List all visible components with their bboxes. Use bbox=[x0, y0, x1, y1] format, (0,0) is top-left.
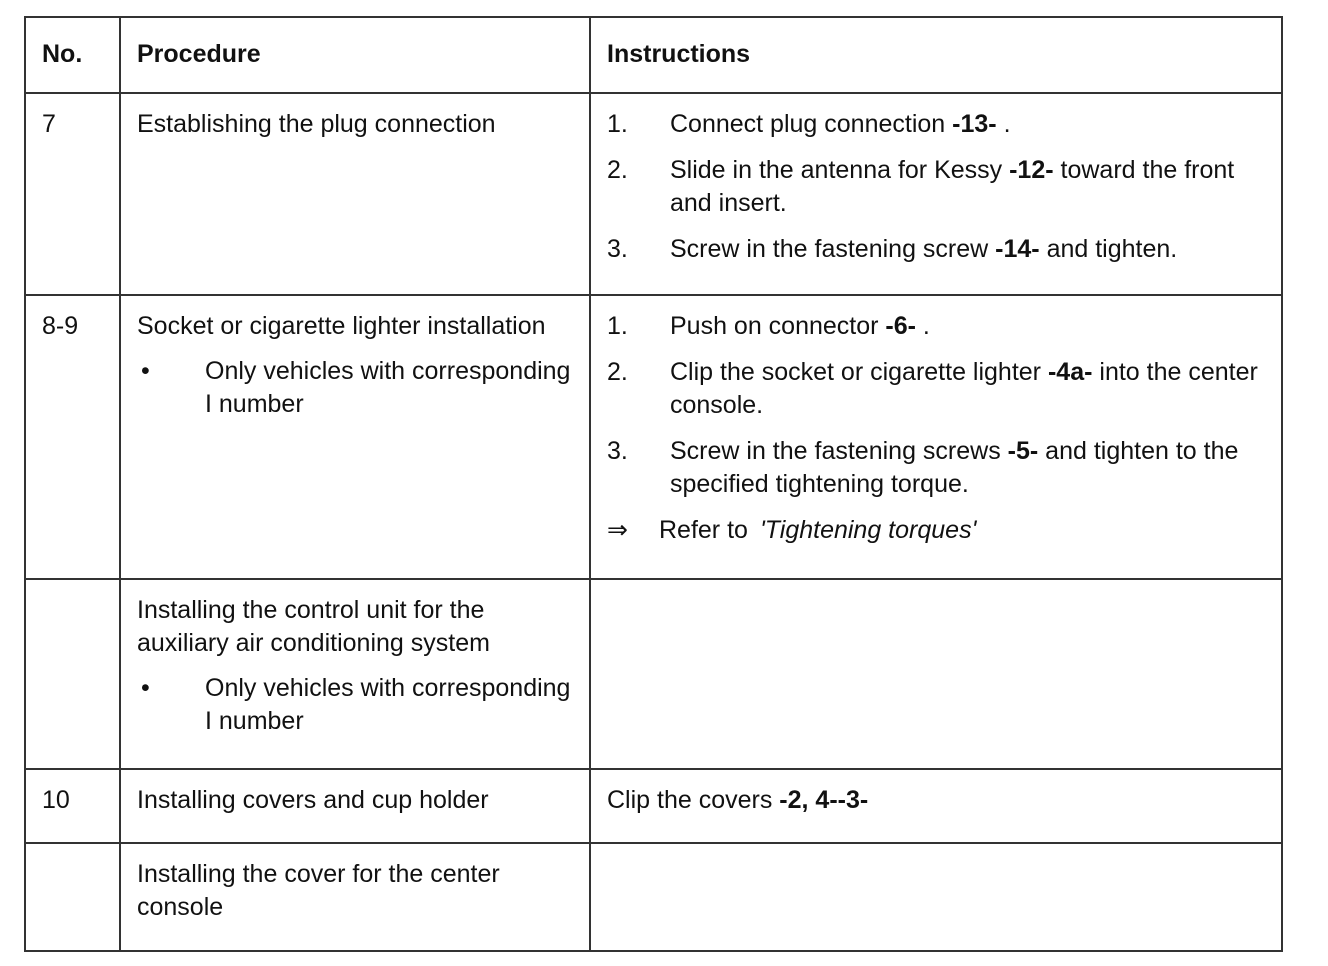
row-number: 8-9 bbox=[25, 295, 120, 579]
table-row bbox=[25, 93, 1282, 295]
instruction-step bbox=[607, 154, 1267, 220]
step-text: Slide in the antenna for Kessy -12- toward the front and insert. bbox=[670, 156, 1235, 217]
step-number: 2. bbox=[607, 156, 628, 184]
row-number: 7 bbox=[25, 93, 120, 295]
row-number: 10 bbox=[25, 769, 120, 843]
part-ref: -12- bbox=[1009, 156, 1054, 184]
step-number: 1. bbox=[607, 110, 628, 138]
table-header-row bbox=[25, 17, 1282, 93]
part-ref: -13- bbox=[952, 110, 997, 138]
header-instructions: Instructions bbox=[590, 17, 1282, 93]
step-number: 1. bbox=[607, 312, 628, 340]
table-row bbox=[25, 843, 1282, 951]
procedure-table bbox=[24, 16, 1283, 952]
row-number bbox=[25, 843, 120, 951]
step-number: 3. bbox=[607, 437, 628, 465]
procedure-text: Socket or cigarette lighter installation bbox=[137, 312, 546, 340]
bullet-note bbox=[137, 355, 575, 421]
bullet-icon: • bbox=[141, 674, 150, 702]
bullet-text: Only vehicles with corresponding I number bbox=[205, 674, 571, 735]
instructions-cell bbox=[590, 295, 1282, 579]
step-text: Connect plug connection -13- . bbox=[670, 110, 1011, 138]
part-ref: -2, 4--3- bbox=[779, 786, 869, 814]
header-procedure: Procedure bbox=[120, 17, 590, 93]
part-ref: -14- bbox=[995, 235, 1040, 263]
tightening-torques-link[interactable]: 'Tightening torques' bbox=[759, 516, 977, 544]
procedure-cell bbox=[120, 295, 590, 579]
procedure-text: Installing the cover for the center console bbox=[120, 843, 590, 951]
instructions-cell bbox=[590, 843, 1282, 951]
step-number: 2. bbox=[607, 358, 628, 386]
procedure-text: Installing the control unit for the auxiliary air conditioning system bbox=[137, 596, 490, 657]
cross-reference bbox=[607, 514, 1267, 547]
instruction-step bbox=[607, 435, 1267, 501]
table-row bbox=[25, 769, 1282, 843]
part-ref: -4a- bbox=[1047, 358, 1093, 386]
instructions-cell bbox=[590, 579, 1282, 769]
table-row bbox=[25, 295, 1282, 579]
bullet-note bbox=[137, 672, 575, 738]
refer-label: Refer to bbox=[659, 516, 748, 544]
part-ref: -6- bbox=[885, 312, 916, 340]
instruction-step bbox=[607, 233, 1267, 266]
row-number bbox=[25, 579, 120, 769]
arrow-right-icon: ⇒ bbox=[607, 516, 628, 544]
instructions-cell bbox=[590, 93, 1282, 295]
bullet-text: Only vehicles with corresponding I number bbox=[205, 357, 571, 418]
procedure-cell bbox=[120, 579, 590, 769]
step-text: Push on connector -6- . bbox=[670, 312, 930, 340]
instruction-step bbox=[607, 108, 1267, 141]
table-row bbox=[25, 579, 1282, 769]
instructions-cell: Clip the covers -2, 4--3- bbox=[590, 769, 1282, 843]
instruction-step bbox=[607, 356, 1267, 422]
part-ref: -5- bbox=[1007, 437, 1039, 465]
procedure-text: Establishing the plug connection bbox=[120, 93, 590, 295]
step-text: Clip the socket or cigarette lighter -4a- into the center console. bbox=[670, 358, 1258, 419]
header-no: No. bbox=[25, 17, 120, 93]
step-text: Screw in the fastening screw -14- and tighten. bbox=[670, 235, 1178, 263]
instruction-step bbox=[607, 310, 1267, 343]
step-text: Screw in the fastening screws -5- and tighten to the specified tightening torque. bbox=[670, 437, 1239, 498]
step-number: 3. bbox=[607, 235, 628, 263]
bullet-icon: • bbox=[141, 357, 150, 385]
procedure-text: Installing covers and cup holder bbox=[120, 769, 590, 843]
